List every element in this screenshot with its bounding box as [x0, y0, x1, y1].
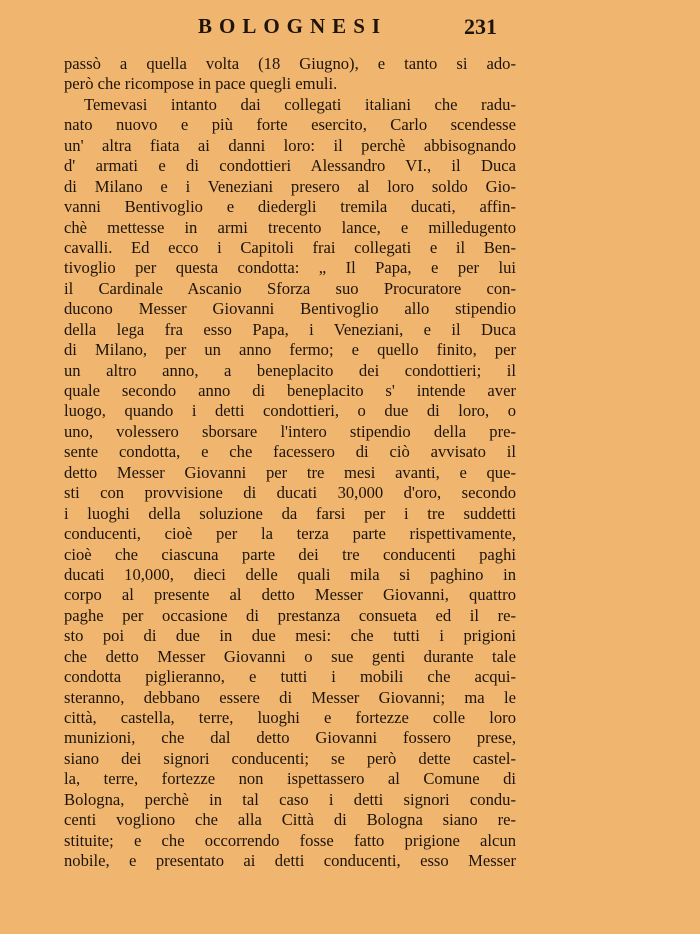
text-line: sti con provvisione di ducati 30,000 d'oro, secondo — [64, 483, 516, 503]
text-line: però che ricompose in pace quegli emuli. — [64, 74, 338, 94]
text-line: un' altra fiata ai danni loro: il perchè abbisognando — [64, 135, 516, 155]
text-line: steranno, debbano essere di Messer Giovanni; ma le — [64, 687, 516, 707]
text-line: condotta piglieranno, e tutti i mobili che acqui- — [64, 667, 516, 687]
text-line: paghe per occasione di prestanza consueta ed il re- — [64, 605, 516, 625]
text-line: uno, volessero sborsare l'intero stipendio della pre- — [64, 421, 516, 441]
text-line: quale secondo anno di beneplacito s' intende aver — [64, 381, 516, 400]
text-line: passò a quella volta (18 Giugno), e tanto si ado- — [64, 54, 516, 73]
page-number: 231 — [464, 14, 497, 39]
text-line: della lega fra esso Papa, i Veneziani, e il Duca — [64, 319, 516, 339]
text-line: vanni Bentivoglio e diedergli tremila ducati, affin- — [64, 197, 516, 217]
text-line: ducono Messer Giovanni Bentivoglio allo stipendio — [64, 299, 516, 319]
text-line: centi vogliono che alla Città di Bologna siano re- — [64, 810, 516, 830]
text-line: cavalli. Ed ecco i Capitoli frai collegati e il Ben- — [64, 237, 516, 257]
text-line: il Cardinale Ascanio Sforza suo Procuratore con- — [64, 278, 516, 298]
text-line: tivoglio per questa condotta: „ Il Papa, e per lui — [64, 258, 516, 278]
text-line: Temevasi intanto dai collegati italiani che radu- — [84, 94, 516, 114]
text-line: di Milano e i Veneziani presero al loro soldo Gio- — [64, 176, 516, 196]
running-title: BOLOGNESI — [198, 14, 388, 38]
text-line: nato nuovo e più forte esercito, Carlo scendesse — [64, 115, 516, 135]
text-line: d' armati e di condottieri Alessandro VI., il Duca — [64, 156, 516, 176]
text-line: nobile, e presentato ai detti conducenti, esso Messer — [64, 851, 516, 871]
text-line: conducenti, cioè per la terza parte rispettivamente, — [64, 524, 516, 544]
text-line: cioè che ciascuna parte dei tre conducenti paghi — [64, 544, 516, 564]
text-line: detto Messer Giovanni per tre mesi avanti, e que- — [64, 462, 516, 482]
text-line: i luoghi della soluzione da farsi per i tre suddetti — [64, 503, 516, 523]
text-line: che detto Messer Giovanni o sue genti durante tale — [64, 646, 516, 666]
text-line: Bologna, perchè in tal caso i detti signori condu- — [64, 789, 516, 809]
text-line: luogo, quando i detti condottieri, o due di loro, o — [64, 401, 516, 421]
text-line: città, castella, terre, luoghi e fortezze colle loro — [64, 708, 516, 727]
text-line: sto poi di due in due mesi: che tutti i prigioni — [64, 626, 516, 646]
text-line: la, terre, fortezze non ispettassero al Comune di — [64, 769, 516, 789]
text-line: stituite; e che occorrendo fosse fatto prigione alcun — [64, 830, 516, 850]
text-line: sente condotta, e che facessero di ciò avvisato il — [64, 442, 516, 462]
text-line: di Milano, per un anno fermo; e quello finito, per — [64, 340, 516, 360]
text-line: munizioni, che dal detto Giovanni fossero prese, — [64, 728, 516, 748]
text-line: ducati 10,000, dieci delle quali mila si paghino in — [64, 564, 516, 584]
text-line: corpo al presente al detto Messer Giovanni, quattro — [64, 585, 516, 605]
page-header — [0, 12, 700, 42]
text-line: siano dei signori conducenti; se però dette castel- — [64, 748, 516, 768]
text-line: un altro anno, a beneplacito dei condottieri; il — [64, 360, 516, 380]
text-line: chè mettesse in armi trecento lance, e milledugento — [64, 217, 516, 237]
body-text — [64, 54, 516, 872]
